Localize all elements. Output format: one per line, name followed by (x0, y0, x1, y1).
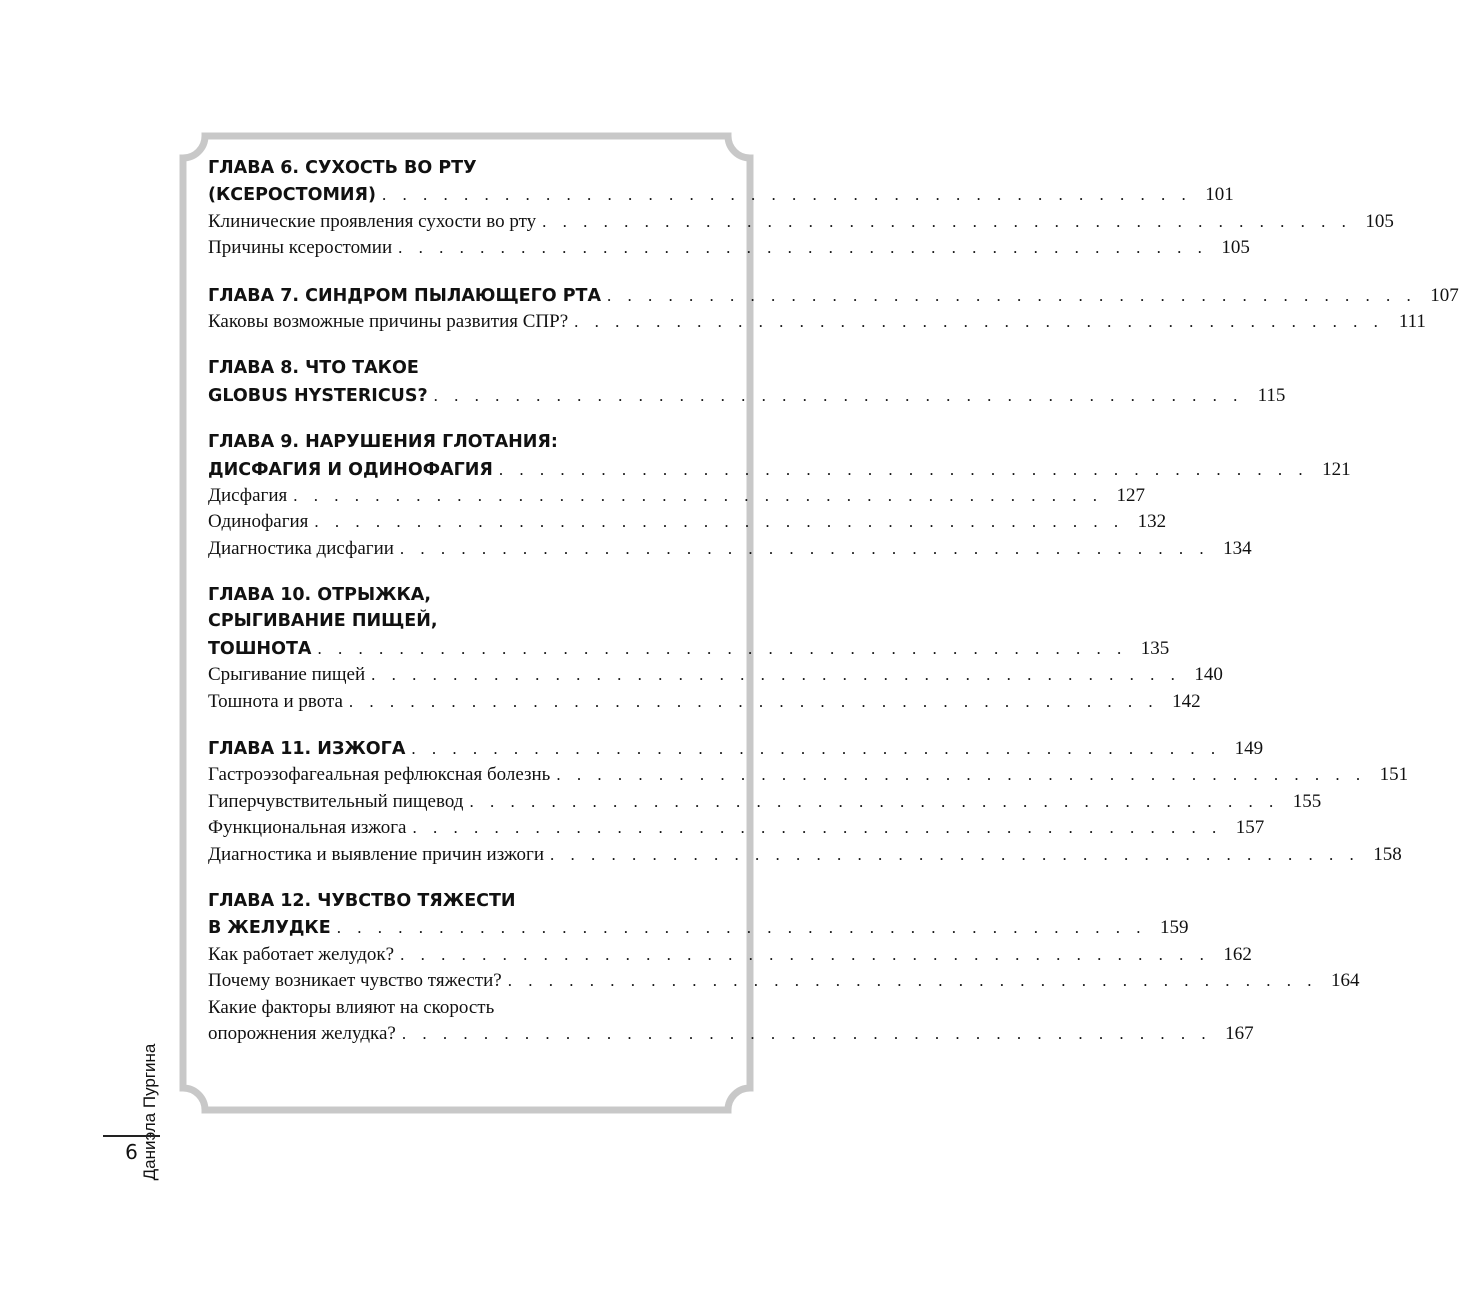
toc-page-number: 111 (1398, 310, 1426, 332)
toc-page-number: 162 (1223, 943, 1252, 965)
dot-leader: . . . . . . . . . . . . . . . . . . . . . . . . . . . . . . . . . . . . . . . . (574, 311, 1384, 331)
toc-entry-title: GLOBUS HYSTERICUS? (208, 385, 428, 406)
toc-entry (208, 664, 1223, 690)
toc-entry-title: ДИСФАГИЯ И ОДИНОФАГИЯ (208, 459, 493, 480)
toc-page-number: 151 (1379, 764, 1409, 786)
section-gap (208, 411, 728, 432)
toc-chapter-heading (208, 284, 1459, 311)
dot-leader: . . . . . . . . . . . . . . . . . . . . . . . . . . . . . . . . . . . . . . . . (382, 185, 1192, 205)
dot-leader: . . . . . . . . . . . . . . . . . . . . . . . . . . . . . . . . . . . . . . . . (507, 971, 1318, 991)
toc-chapter-heading (208, 738, 1264, 764)
toc-chapter-heading (208, 458, 1351, 485)
toc-entry-title: ГЛАВА 6. СУХОСТЬ ВО РТУ (208, 158, 477, 178)
toc-entry-title: ГЛАВА 12. ЧУВСТВО ТЯЖЕСТИ (208, 890, 516, 911)
dot-leader: . . . . . . . . . . . . . . . . . . . . . . . . . . . . . . . . . . . . . . . . (371, 665, 1181, 685)
toc-entry-title: Диагностика дисфагии (208, 537, 394, 559)
toc-entry-title: опорожнения желудка? (208, 1022, 396, 1044)
toc-entry (208, 970, 1360, 996)
toc-entry (208, 690, 1201, 717)
toc-entry-title: Функциональная изжога (208, 817, 407, 839)
toc-entry (208, 843, 1402, 870)
toc-chapter-heading (208, 384, 1286, 411)
toc-entry-title: Причины ксеростомии (208, 237, 393, 259)
dot-leader: . . . . . . . . . . . . . . . . . . . . . . . . . . . . . . . . . . . . . . . . (399, 538, 1210, 558)
toc-entry-title: Клинические проявления сухости во рту (208, 210, 537, 232)
toc-page-number: 105 (1221, 237, 1250, 259)
dot-leader: . . . . . . . . . . . . . . . . . . . . . . . . . . . . . . . . . . . . . . . . (607, 285, 1417, 305)
section-gap (208, 870, 728, 891)
toc-page-number: 155 (1292, 790, 1322, 812)
dot-leader: . . . . . . . . . . . . . . . . . . . . . . . . . . . . . . . . . . . . . . . . (348, 691, 1159, 711)
section-gap (208, 717, 728, 738)
toc-chapter-heading (208, 891, 728, 917)
toc-page-number: 121 (1322, 458, 1351, 480)
toc-entry (208, 817, 1265, 843)
toc-chapter-heading (208, 637, 1170, 664)
toc-chapter-heading (208, 432, 728, 458)
toc-chapter-heading (208, 611, 728, 637)
toc-entry-title: ГЛАВА 11. ИЗЖОГА (208, 739, 406, 760)
toc-entry (208, 484, 1145, 511)
toc-page-number: 115 (1257, 384, 1286, 406)
toc-page-number: 107 (1430, 284, 1459, 306)
toc-page-number: 134 (1223, 537, 1252, 559)
toc-entry-title: СРЫГИВАНИЕ ПИЩЕЙ, (208, 611, 438, 632)
toc-entry (208, 537, 1252, 564)
toc-page-number: 158 (1373, 843, 1402, 865)
dot-leader: . . . . . . . . . . . . . . . . . . . . . . . . . . . . . . . . . . . . . . . . (556, 765, 1367, 785)
toc-page-number: 132 (1137, 511, 1167, 533)
toc-page-number: 127 (1116, 484, 1145, 506)
toc-entry-title: Каковы возможные причины развития СПР? (208, 310, 569, 332)
toc-entry (208, 511, 1167, 537)
toc-entry (208, 237, 1250, 263)
toc-entry-title: ГЛАВА 9. НАРУШЕНИЯ ГЛОТАНИЯ: (208, 432, 558, 453)
dot-leader: . . . . . . . . . . . . . . . . . . . . . . . . . . . . . . . . . . . . . . . . (400, 944, 1210, 964)
section-gap (208, 264, 728, 285)
dot-leader: . . . . . . . . . . . . . . . . . . . . . . . . . . . . . . . . . . . . . . . . (314, 512, 1125, 532)
toc-page-number: 140 (1194, 664, 1223, 686)
toc-page-number: 159 (1159, 917, 1189, 939)
toc-entry-title: ТОШНОТА (208, 638, 312, 659)
dot-leader: . . . . . . . . . . . . . . . . . . . . . . . . . . . . . . . . . . . . . . . . (433, 385, 1244, 405)
toc-chapter-heading (208, 184, 1234, 210)
page-number-divider (103, 1135, 160, 1137)
dot-leader: . . . . . . . . . . . . . . . . . . . . . . . . . . . . . . . . . . . . . . . . (469, 791, 1280, 811)
toc-page-number: 164 (1330, 970, 1360, 992)
toc-entry (208, 997, 728, 1023)
toc-entry-title: Как работает желудок? (208, 943, 395, 965)
toc-page-number: 157 (1235, 817, 1265, 839)
toc-entry-title: Какие факторы влияют на скорость (208, 996, 495, 1018)
dot-leader: . . . . . . . . . . . . . . . . . . . . . . . . . . . . . . . . . . . . . . . . (550, 844, 1360, 864)
toc-page-number: 167 (1225, 1022, 1254, 1044)
toc-entry (208, 943, 1252, 970)
toc-entry-title: Гиперчувствительный пищевод (208, 790, 464, 812)
toc-page-number: 105 (1365, 210, 1394, 232)
dot-leader: . . . . . . . . . . . . . . . . . . . . . . . . . . . . . . . . . . . . . . . . (542, 211, 1352, 231)
dot-leader: . . . . . . . . . . . . . . . . . . . . . . . . . . . . . . . . . . . . . . . . (498, 459, 1309, 479)
toc-entry-title: ГЛАВА 7. СИНДРОМ ПЫЛАЮЩЕГО РТА (208, 285, 602, 306)
section-gap (208, 564, 728, 585)
toc-entry-title: Гастроэзофагеальная рефлюксная болезнь (208, 764, 551, 786)
toc-page-number: 142 (1172, 690, 1201, 712)
dot-leader: . . . . . . . . . . . . . . . . . . . . . . . . . . . . . . . . . . . . . . . . (293, 485, 1103, 505)
toc-entry-title: В ЖЕЛУДКЕ (208, 918, 331, 939)
toc-entry-title: Диагностика и выявление причин изжоги (208, 843, 544, 865)
toc-page-number: 101 (1205, 184, 1234, 206)
table-of-contents (208, 158, 1459, 1049)
toc-entry (208, 790, 1322, 817)
toc-entry-title: Тошнота и рвота (208, 690, 343, 712)
toc-chapter-heading (208, 917, 1189, 943)
toc-chapter-heading (208, 585, 728, 611)
toc-entry-title: Срыгивание пищей (208, 664, 366, 686)
dot-leader: . . . . . . . . . . . . . . . . . . . . . . . . . . . . . . . . . . . . . . . . (401, 1023, 1212, 1043)
dot-leader: . . . . . . . . . . . . . . . . . . . . . . . . . . . . . . . . . . . . . . . . (398, 238, 1208, 258)
author-name: Даниэла Пургина (140, 1043, 159, 1181)
dot-leader: . . . . . . . . . . . . . . . . . . . . . . . . . . . . . . . . . . . . . . . . (412, 818, 1223, 838)
dot-leader: . . . . . . . . . . . . . . . . . . . . . . . . . . . . . . . . . . . . . . . . (411, 739, 1222, 759)
toc-entry (208, 310, 1426, 337)
toc-entry (208, 764, 1409, 790)
dot-leader: . . . . . . . . . . . . . . . . . . . . . . . . . . . . . . . . . . . . . . . . (336, 918, 1147, 938)
page-number: 6 (125, 1140, 138, 1164)
toc-chapter-heading (208, 158, 728, 184)
toc-page-number: 149 (1234, 738, 1264, 760)
toc-entry (208, 1022, 1254, 1049)
toc-entry-title: (КСЕРОСТОМИЯ) (208, 185, 376, 206)
toc-entry-title: Почему возникает чувство тяжести? (208, 970, 502, 992)
toc-entry-title: ГЛАВА 8. ЧТО ТАКОЕ (208, 358, 419, 379)
dot-leader: . . . . . . . . . . . . . . . . . . . . . . . . . . . . . . . . . . . . . . . . (317, 638, 1128, 658)
toc-entry-title: ГЛАВА 10. ОТРЫЖКА, (208, 585, 431, 606)
toc-entry-title: Одинофагия (208, 511, 309, 533)
section-gap (208, 337, 728, 358)
toc-chapter-heading (208, 358, 728, 384)
toc-entry-title: Дисфагия (208, 484, 288, 506)
toc-entry (208, 210, 1394, 237)
toc-page-number: 135 (1140, 637, 1170, 659)
